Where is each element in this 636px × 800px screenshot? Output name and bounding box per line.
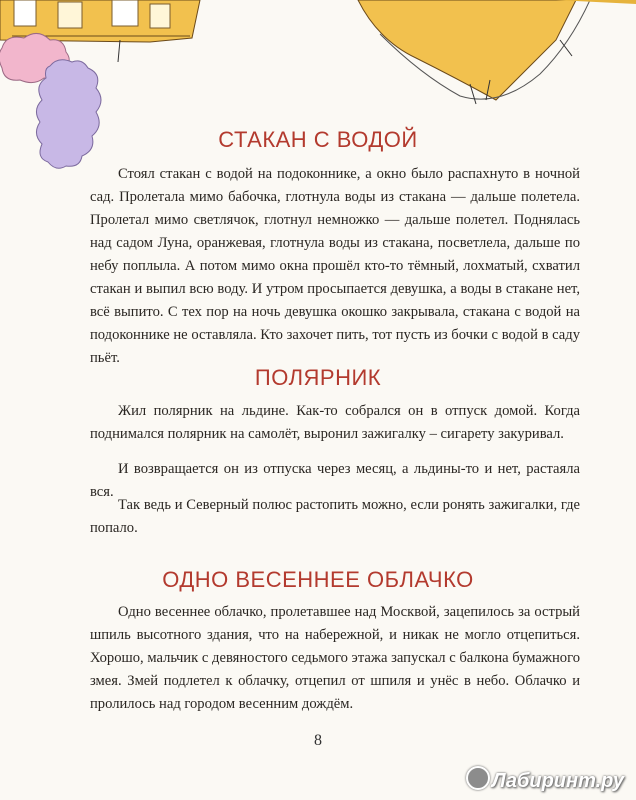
section-title-cloud: ОДНО ВЕСЕННЕЕ ОБЛАЧКО [162,567,474,592]
house-left-illustration [0,0,200,62]
paragraph: Одно весеннее облачко, пролетавшее над Москвой, зацепилось за острый шпиль высотного здания, что на набережной, и никак не могло отцепиться. Хорошо, мальчик с девяностого седьмого этажа запускал с балкона бумажного змея. Змей подлетел к облачку, отцепил от шпиля и унёс в небо. Облачко и пролилось над городом весенним дождём. [90,604,580,712]
watermark-text: Лабиринт.ру [491,770,624,792]
section-title-glass: СТАКАН С ВОДОЙ [218,127,418,152]
paragraph: Так ведь и Северный полюс растопить можно, если ронять зажигалки, где попало. [90,497,580,536]
cloud-pink-illustration [0,33,69,82]
paragraph: И возвращается он из отпуска через месяц, а льдины-то и нет, растаяла вся. [90,461,580,500]
bleed-through [120,62,124,78]
paragraph: Стоял стакан с водой на подоконнике, а окно было распахнуто в ночной сад. Пролетала мимо бабочка, глотнула воды из стакана — дальше полетела. Пролетал мимо светлячок, глотнул немножко — дальше полетел. Поднялась над садом Луна, оранжевая, глотнула воды из стакана, посветлела, дальше по небу поплыла. А потом мимо окна прошёл кто-то тёмный, лохматый, схватил стакан и выпил всю воду. И утром просыпается девушка, а воды в стакане нет, всё выпито. С тех пор на ночь девушка окошко закрывала, стакана с водой на подоконнике не оставляла. Кто захочет пить, тот пусть из бочки с водой в саду пьёт. [90,166,580,366]
page-number: 8 [314,732,322,749]
labirint-logo-icon [466,766,490,790]
section-title-polar: ПОЛЯРНИК [254,365,382,390]
paragraph: Жил полярник на льдине. Как-то собрался он в отпуск домой. Когда поднимался полярник на самолёт, выронил зажигалку – сигарету закуривал. [90,403,580,442]
watermark [466,766,624,793]
house-right-illustration [358,0,636,104]
